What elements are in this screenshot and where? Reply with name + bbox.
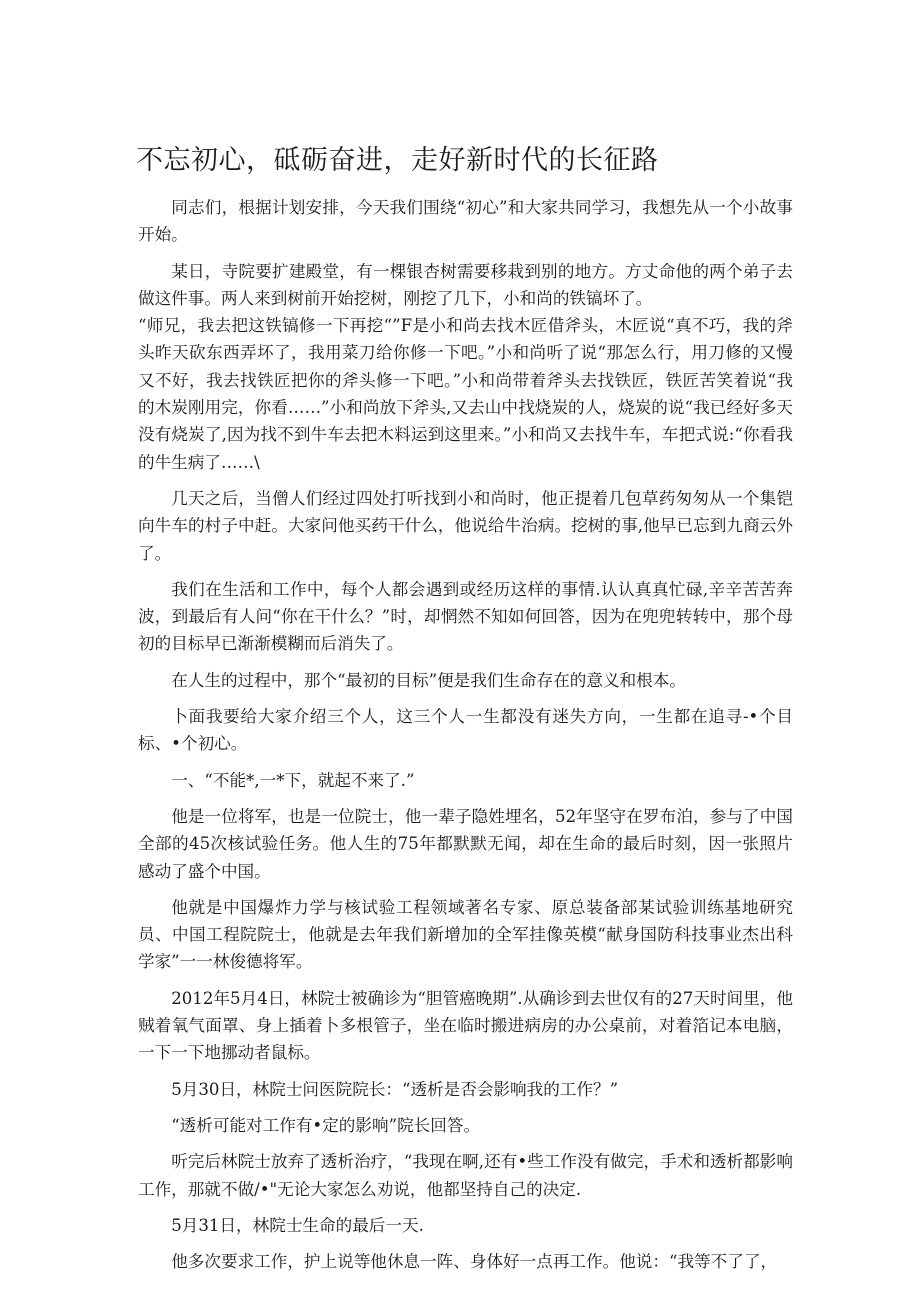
- paragraph: 听完后林院士放弃了透析治疗，“我现在啊,还有•些工作没有做完，手术和透析都影响工作，那就不做/•"无论大家怎么劝说，他都坚持自己的决定.: [138, 1152, 793, 1199]
- paragraph: 几天之后，当僧人们经过四处打听找到小和尚时，他正提着几包草药匆匆从一个集铠向牛车的村子中赶。大家问他买药干什么，他说给牛治病。挖树的事,他早已忘到九商云外了。: [138, 488, 793, 563]
- paragraph: 同志们，根据计划安排，今天我们围绕“初心”和大家共同学习，我想先从一个小故事开始。: [138, 198, 793, 245]
- paragraph: 他就是中国爆炸力学与核试验工程领域著名专家、原总装备部某试验训练基地研究员、中国工程院院士，他就是去年我们新增加的全军挂像英模“献身国防科技事业杰出科学家”一一林俊德将军。: [138, 897, 793, 972]
- paragraph: 2012年5月4日，林院士被确诊为“胆管癌晚期”.从确诊到去世仅有的27天时间里，他贼着氧气面罩、身上插着卜多根管子，坐在临时搬进病房的办公桌前，对着箔记本电脑，一下一下地挪动者鼠标。: [138, 988, 793, 1063]
- paragraph: 我们在生活和工作中，每个人都会遇到或经历这样的事情.认认真真忙碌,辛辛苦苦奔波，到最后有人问“你在干什么？”时，却惘然不知如何回答，因为在兜兜转转中，那个母初的目标早已渐渐模糊而后消失了。: [138, 579, 793, 654]
- paragraph: “师兄，我去把这铁镐修一下再挖“”F是小和尚去找木匠借斧头，木匠说“真不巧，我的斧头昨天砍东西弄坏了，我用菜刀给你修一下吧。”小和尚听了说“那怎么行，用刀修的又慢又不好，我去找铁匠把你的斧头修一下吧。”小和尚带着斧头去找铁匠，铁匠苦笑着说“我的木炭刚用完，你看……”小和尚放下斧头,又去山中找烧炭的人，烧炭的说“我已经好多天没有烧炭了,因为找不到牛车去把木料运到这里来。”小和尚又去找牛车，车把式说:“你看我的牛生病了……\: [138, 316, 793, 472]
- paragraph: 一、“不能*,一*下，就起不来了.”: [171, 770, 415, 790]
- paragraph: “透析可能对工作有•定的影响”院长回答。: [171, 1115, 481, 1135]
- paragraph: 卜面我要给大家介绍三个人，这三个人一生都没有迷失方向，一生都在追寻-•个目标、•个初心。: [138, 707, 793, 754]
- paragraph: 5月31日，林院士生命的最后一天.: [171, 1215, 424, 1235]
- document-body: [138, 194, 793, 1284]
- paragraph: 他多次要求工作，护上说等他休息一阵、身体好一点再工作。他说：“我等不了了，: [171, 1252, 778, 1272]
- paragraph: 某日，寺院要扩建殿堂，有一棵银杏树需要移栽到别的地方。方丈命他的两个弟子去做这件事。两人来到树前开始挖树，刚挖了几下，小和尚的铁镐坏了。: [138, 261, 793, 308]
- paragraph: 5月30日，林院士问医院院长：“透析是否会影响我的工作？”: [171, 1079, 619, 1099]
- paragraph: 他是一位将军，也是一位院士，他一辈子隐姓埋名，52年坚守在罗布泊，参与了中国全部的45次核试验任务。他人生的75年都默默无闻，却在生命的最后时刻，因一张照片感动了盛个中国。: [138, 806, 793, 881]
- document-title: 不忘初心，砥砺奋进，走好新时代的长征路: [136, 145, 659, 176]
- paragraph: 在人生的过程中，那个“最初的目标”便是我们生命存在的意义和根本。: [171, 670, 686, 690]
